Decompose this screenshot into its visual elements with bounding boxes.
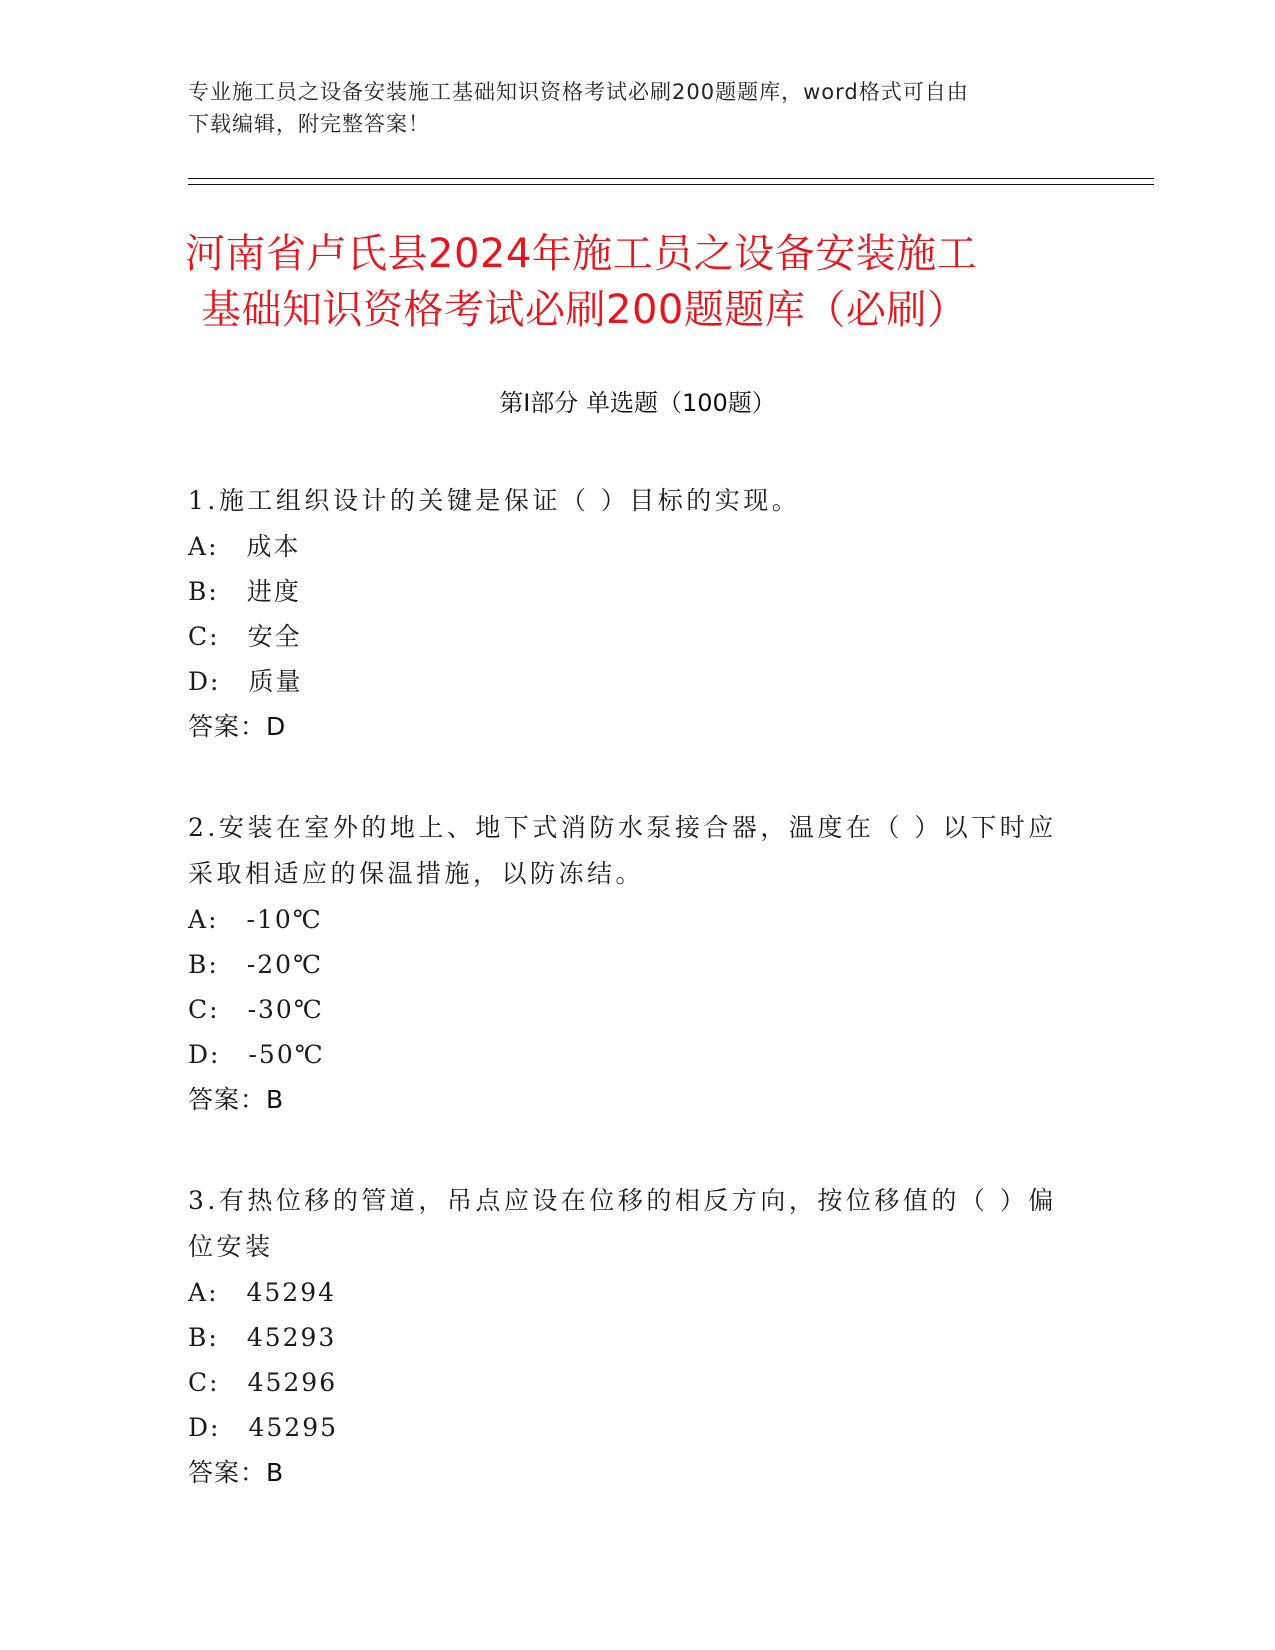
option-letter: A bbox=[188, 532, 209, 561]
option-a: A: 45294 bbox=[188, 1270, 1078, 1315]
question-3 bbox=[188, 1178, 1078, 1496]
option-b: B: 45293 bbox=[188, 1315, 1078, 1360]
question-stem-line: 采取相适应的保温措施，以防冻结。 bbox=[188, 859, 645, 888]
document-title bbox=[185, 226, 1105, 338]
option-text: -50℃ bbox=[248, 1040, 325, 1069]
option-text: 45293 bbox=[246, 1323, 337, 1352]
section-title: 第Ⅰ部分 单选题（100题） bbox=[499, 389, 776, 417]
header-note-line-1: 专业施工员之设备安装施工基础知识资格考试必刷200题题库，word格式可自由 bbox=[188, 80, 969, 104]
question-stem-line: 1.施工组织设计的关键是保证（ ）目标的实现。 bbox=[188, 486, 801, 515]
option-letter: B bbox=[188, 950, 209, 979]
question-stem bbox=[188, 1178, 1078, 1270]
header-divider-top bbox=[188, 178, 1154, 179]
option-c: C: 45296 bbox=[188, 1360, 1078, 1405]
answer-label: 答案： bbox=[188, 712, 267, 741]
option-a: A: -10℃ bbox=[188, 897, 1078, 942]
option-letter: D bbox=[188, 1413, 211, 1442]
option-b: B: -20℃ bbox=[188, 942, 1078, 987]
answer-value: B bbox=[266, 1458, 285, 1487]
option-text: 成本 bbox=[246, 532, 301, 561]
header-note-line-2: 下载编辑，附完整答案！ bbox=[188, 112, 430, 136]
document-title-line-1: 河南省卢氏县2024年施工员之设备安装施工 bbox=[185, 231, 978, 277]
header-note bbox=[188, 76, 1068, 140]
question-stem-line: 2.安装在室外的地上、地下式消防水泵接合器，温度在（ ）以下时应 bbox=[188, 813, 1057, 842]
option-d: D: -50℃ bbox=[188, 1032, 1078, 1077]
option-letter: C bbox=[188, 995, 210, 1024]
answer-value: B bbox=[266, 1085, 285, 1114]
question-stem bbox=[188, 805, 1078, 897]
answer-label: 答案： bbox=[188, 1458, 267, 1487]
option-letter: D bbox=[188, 667, 211, 696]
option-text: 45294 bbox=[246, 1278, 337, 1307]
question-stem bbox=[188, 478, 1078, 524]
option-text: 45296 bbox=[247, 1368, 338, 1397]
answer bbox=[188, 1077, 1078, 1123]
question-stem-line: 3.有热位移的管道，吊点应设在位移的相反方向，按位移值的（ ）偏 bbox=[188, 1186, 1057, 1215]
option-c: C: -30℃ bbox=[188, 987, 1078, 1032]
question-1 bbox=[188, 478, 1078, 750]
question-2 bbox=[188, 805, 1078, 1123]
option-letter: B bbox=[188, 1323, 209, 1352]
answer bbox=[188, 704, 1078, 750]
option-letter: C bbox=[188, 622, 210, 651]
option-text: -30℃ bbox=[247, 995, 324, 1024]
option-letter: A bbox=[188, 1278, 209, 1307]
question-stem-line: 位安装 bbox=[188, 1232, 274, 1261]
answer bbox=[188, 1450, 1078, 1496]
option-letter: C bbox=[188, 1368, 210, 1397]
option-text: 安全 bbox=[247, 622, 302, 651]
option-letter: D bbox=[188, 1040, 211, 1069]
option-text: -10℃ bbox=[246, 905, 323, 934]
option-letter: B bbox=[188, 577, 209, 606]
option-text: 质量 bbox=[248, 667, 303, 696]
option-d: D: 质量 bbox=[188, 659, 1078, 704]
option-letter: A bbox=[188, 905, 209, 934]
option-c: C: 安全 bbox=[188, 614, 1078, 659]
question-list bbox=[188, 478, 1078, 1551]
answer-label: 答案： bbox=[188, 1085, 267, 1114]
option-text: 45295 bbox=[248, 1413, 339, 1442]
option-a: A: 成本 bbox=[188, 524, 1078, 569]
answer-value: D bbox=[266, 712, 287, 741]
option-d: D: 45295 bbox=[188, 1405, 1078, 1450]
option-b: B: 进度 bbox=[188, 569, 1078, 614]
document-title-line-2: 基础知识资格考试必刷200题题库（必刷） bbox=[201, 287, 968, 333]
header-divider-bottom bbox=[188, 184, 1154, 185]
option-text: 进度 bbox=[246, 577, 301, 606]
option-text: -20℃ bbox=[246, 950, 324, 979]
